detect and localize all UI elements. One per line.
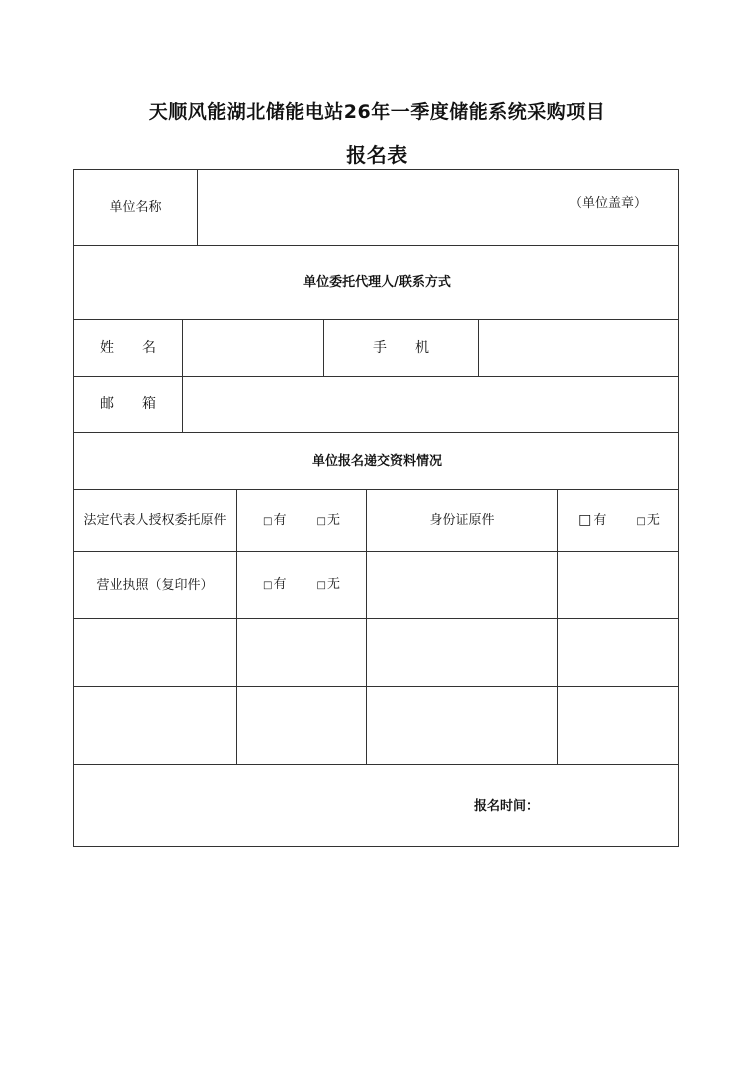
unit-name-label: 单位名称 [109, 200, 162, 215]
auth-letter-yes-checkbox[interactable] [263, 511, 286, 531]
yes-label: 有 [273, 577, 287, 592]
id-card-options [558, 490, 680, 551]
auth-letter-options [237, 490, 366, 551]
contact-section-header: 单位委托代理人/联系方式 [303, 275, 451, 290]
yes-label: 有 [593, 513, 607, 528]
id-card-label: 身份证原件 [429, 513, 495, 528]
registration-form-table [73, 169, 679, 847]
auth-letter-label: 法定代表人授权委托原件 [83, 513, 227, 528]
business-license-label: 营业执照（复印件） [96, 577, 214, 593]
blank-row[interactable] [74, 619, 680, 686]
yes-label: 有 [273, 512, 287, 528]
name-label: 姓 名 [100, 339, 156, 356]
no-label: 无 [646, 512, 660, 528]
empty-cell[interactable] [367, 552, 557, 618]
business-license-options [237, 552, 366, 618]
checkbox-icon: □ [263, 580, 273, 591]
checkbox-icon: □ [316, 515, 326, 527]
materials-section-header: 单位报名递交资料情况 [311, 453, 442, 469]
email-field[interactable] [183, 377, 680, 432]
checkbox-icon: □ [636, 515, 646, 527]
unit-stamp-note: （单位盖章） [568, 195, 647, 211]
document-subtitle: 报名表 [346, 143, 408, 167]
business-license-yes-checkbox[interactable] [263, 575, 286, 595]
no-label: 无 [326, 512, 340, 528]
empty-cell[interactable] [558, 552, 680, 618]
business-license-no-checkbox[interactable] [317, 575, 340, 595]
id-card-yes-checkbox[interactable] [578, 511, 606, 530]
checkbox-icon: □ [316, 580, 326, 591]
id-card-no-checkbox[interactable] [636, 511, 659, 531]
auth-letter-no-checkbox[interactable] [317, 511, 340, 531]
document-title: 天顺风能湖北储能电站26年一季度储能系统采购项目 [148, 101, 606, 123]
phone-field[interactable] [479, 320, 680, 376]
checkbox-icon: □ [578, 512, 592, 528]
registration-time-label: 报名时间： [474, 799, 540, 814]
name-field[interactable] [183, 320, 323, 376]
checkbox-icon: □ [263, 515, 273, 527]
email-label: 邮 箱 [100, 396, 156, 412]
phone-label: 手 机 [373, 339, 429, 356]
no-label: 无 [326, 577, 340, 592]
blank-row[interactable] [74, 687, 680, 764]
